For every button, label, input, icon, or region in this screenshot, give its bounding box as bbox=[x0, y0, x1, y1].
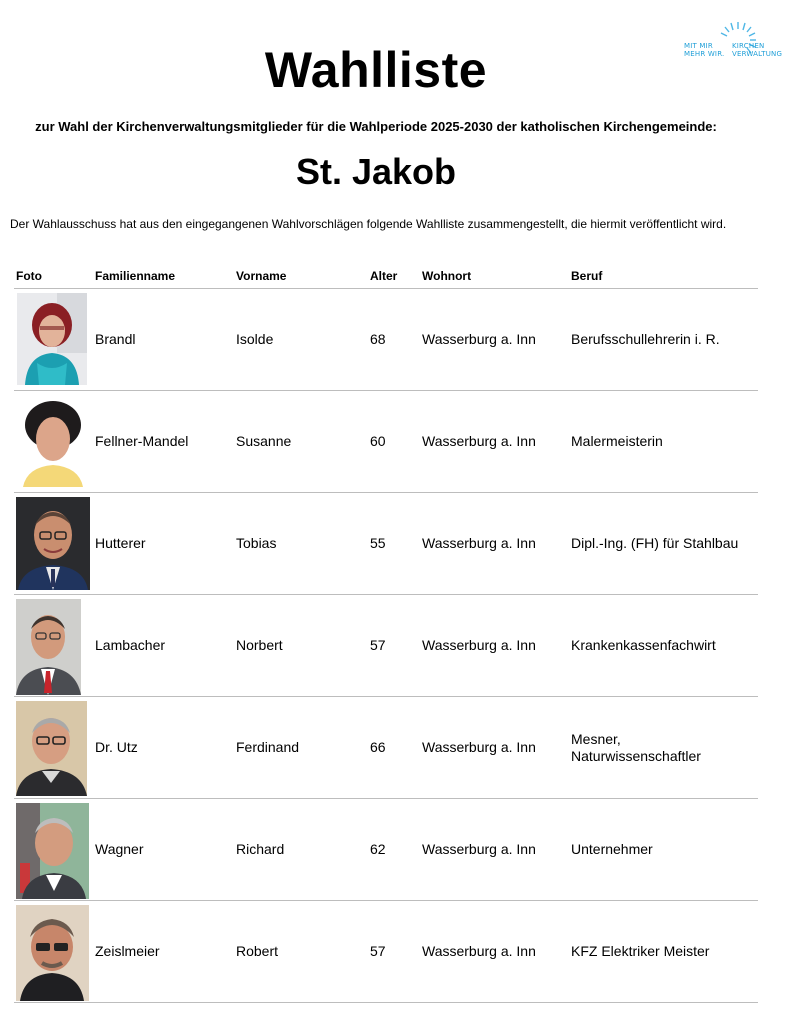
cell-vorname: Norbert bbox=[236, 637, 283, 653]
cell-alter: 66 bbox=[370, 739, 386, 755]
candidate-photo bbox=[16, 701, 87, 796]
table-header bbox=[14, 264, 758, 289]
cell-wohnort: Wasserburg a. Inn bbox=[422, 433, 536, 449]
cell-alter: 62 bbox=[370, 841, 386, 857]
cell-wohnort: Wasserburg a. Inn bbox=[422, 739, 536, 755]
header-foto: Foto bbox=[16, 269, 42, 283]
cell-beruf: Berufsschullehrerin i. R. bbox=[571, 331, 720, 347]
logo-text-right: KIRCHEN VERWALTUNG bbox=[732, 42, 783, 58]
cell-familienname: Brandl bbox=[95, 331, 136, 347]
candidate-photo bbox=[16, 905, 89, 1001]
cell-vorname: Tobias bbox=[236, 535, 277, 551]
cell-beruf: Dipl.-Ing. (FH) für Stahlbau bbox=[571, 535, 739, 551]
cell-beruf: Unternehmer bbox=[571, 841, 653, 857]
subtitle: zur Wahl der Kirchenverwaltungsmitglieder für die Wahlperiode 2025-2030 der katholischen Kirchengemeinde: bbox=[35, 119, 717, 134]
cell-familienname: Dr. Utz bbox=[95, 739, 138, 755]
table-row bbox=[14, 799, 758, 901]
cell-wohnort: Wasserburg a. Inn bbox=[422, 535, 536, 551]
cell-familienname: Lambacher bbox=[95, 637, 166, 653]
cell-wohnort: Wasserburg a. Inn bbox=[422, 637, 536, 653]
cell-vorname: Richard bbox=[236, 841, 285, 857]
header-beruf: Beruf bbox=[571, 269, 603, 283]
cell-wohnort: Wasserburg a. Inn bbox=[422, 943, 536, 959]
table-row bbox=[14, 493, 758, 595]
cell-wohnort: Wasserburg a. Inn bbox=[422, 331, 536, 347]
candidate-photo bbox=[16, 803, 89, 899]
cell-alter: 55 bbox=[370, 535, 386, 551]
cell-vorname: Ferdinand bbox=[236, 739, 300, 755]
candidate-photo bbox=[16, 599, 81, 695]
header-vorname: Vorname bbox=[236, 269, 287, 283]
header-familienname: Familienname bbox=[95, 269, 176, 283]
candidate-photo bbox=[17, 395, 89, 487]
logo-text-left: MIT MIR MEHR WIR. bbox=[684, 42, 725, 58]
cell-beruf: KFZ Elektriker Meister bbox=[571, 943, 710, 959]
cell-alter: 57 bbox=[370, 637, 386, 653]
header-wohnort: Wohnort bbox=[422, 269, 472, 283]
cell-vorname: Isolde bbox=[236, 331, 274, 347]
cell-alter: 57 bbox=[370, 943, 386, 959]
cell-beruf: Malermeisterin bbox=[571, 433, 663, 449]
candidate-photo bbox=[17, 293, 87, 385]
cell-familienname: Zeislmeier bbox=[95, 943, 160, 959]
cell-beruf: Mesner, Naturwissenschaftler bbox=[571, 730, 701, 764]
intro-text: Der Wahlausschuss hat aus den eingegangenen Wahlvorschlägen folgende Wahlliste zusammengestellt, die hiermit veröffentlicht wird. bbox=[10, 217, 727, 231]
cell-beruf: Krankenkassenfachwirt bbox=[571, 637, 716, 653]
cell-familienname: Fellner-Mandel bbox=[95, 433, 189, 449]
table-row bbox=[14, 901, 758, 1003]
parish-name: St. Jakob bbox=[295, 151, 457, 192]
cell-wohnort: Wasserburg a. Inn bbox=[422, 841, 536, 857]
table-row bbox=[14, 595, 758, 697]
table-row bbox=[14, 289, 758, 391]
header-alter: Alter bbox=[370, 269, 398, 283]
candidate-photo bbox=[16, 497, 90, 590]
table-row bbox=[14, 391, 758, 493]
cell-alter: 60 bbox=[370, 433, 386, 449]
cell-vorname: Robert bbox=[236, 943, 279, 959]
candidate-table bbox=[14, 264, 758, 1003]
page-title: Wahlliste bbox=[264, 42, 488, 98]
cell-familienname: Hutterer bbox=[95, 535, 146, 551]
table-row bbox=[14, 697, 758, 799]
cell-vorname: Susanne bbox=[236, 433, 292, 449]
cell-familienname: Wagner bbox=[95, 841, 144, 857]
cell-alter: 68 bbox=[370, 331, 386, 347]
